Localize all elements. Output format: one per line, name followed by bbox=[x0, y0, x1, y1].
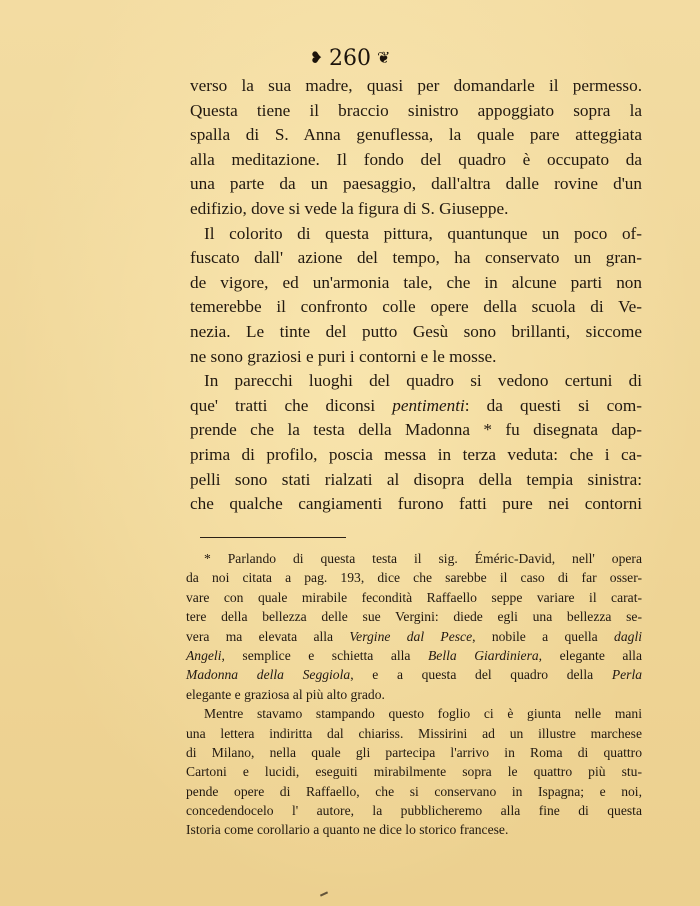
italic-title: Angeli bbox=[186, 647, 222, 663]
right-ornament-icon: ❦ bbox=[377, 48, 391, 67]
text-line: nezia. Le tinte del putto Gesù sono brillanti, siccome bbox=[190, 321, 642, 341]
footnote-separator bbox=[200, 537, 346, 538]
footnote-line bbox=[186, 665, 642, 684]
text-line: spalla di S. Anna genuflessa, la quale pare atteggiata bbox=[190, 125, 642, 145]
text-segment: vera ma elevata alla bbox=[186, 628, 334, 644]
text-line: temerebbe il confronto colle opere della scuola di Ve- bbox=[190, 297, 642, 317]
text-line: Il colorito di questa pittura, quantunque un poco of- bbox=[204, 223, 642, 243]
ink-mark bbox=[320, 891, 328, 896]
text-segment: que' tratti che diconsi bbox=[190, 395, 376, 415]
text-line: prende che la testa della Madonna * fu disegnata dap- bbox=[190, 420, 642, 440]
text-line: pelli sono stati rialzati al disopra della tempia sinistra: bbox=[190, 469, 642, 489]
italic-title: Perla bbox=[611, 667, 643, 683]
footnote-line bbox=[186, 627, 642, 646]
footnotes bbox=[186, 549, 642, 840]
footnote-line: Cartoni e lucidi, eseguiti mirabilmente sopra le quattro più stu- bbox=[186, 764, 642, 780]
page-header bbox=[0, 44, 700, 73]
text-segment: , nobile a quella bbox=[472, 628, 598, 644]
footnote-line: Mentre stavamo stampando questo foglio ci è giunta nelle mani bbox=[204, 706, 642, 722]
text-line: edifizio, dove si vede la figura di S. Giuseppe. bbox=[190, 198, 509, 218]
text-line: In parecchi luoghi del quadro si vedono certuni di bbox=[204, 371, 642, 391]
footnote-line: di Milano, nella quale gli partecipa l'arrivo in Roma di quattro bbox=[186, 744, 642, 760]
footnote-line bbox=[186, 646, 642, 665]
text-segment: , e a questa del quadro della bbox=[350, 667, 594, 683]
text-line: una parte da un paesaggio, dall'altra dalle rovine d'un bbox=[190, 174, 642, 194]
footnote-line: Istoria come corollario a quanto ne dice lo storico francese. bbox=[186, 822, 509, 838]
italic-title: Vergine dal Pesce bbox=[349, 628, 473, 644]
main-text bbox=[190, 74, 642, 517]
page-number: 260 bbox=[329, 46, 371, 71]
text-line: ne sono graziosi e puri i contorni e le mosse. bbox=[190, 346, 497, 366]
footnote-line: pende opere di Raffaello, che si conservano in Ispagna; e noi, bbox=[186, 783, 642, 799]
text-line: prima di profilo, poscia messa in terza veduta: che i ca- bbox=[190, 444, 642, 464]
text-segment: , elegante alla bbox=[538, 647, 642, 663]
text-segment: , semplice e schietta alla bbox=[221, 647, 411, 663]
italic-title: Madonna della Seggiola bbox=[186, 667, 351, 683]
italic-title: dagli bbox=[614, 628, 642, 644]
text-segment: : da questi si com- bbox=[464, 395, 642, 415]
text-line: Questa tiene il braccio sinistro appoggiato sopra la bbox=[190, 100, 642, 120]
footnote-line: vare con quale mirabile fecondità Raffaello seppe variare il carat- bbox=[186, 589, 642, 605]
text-line: che qualche cangiamenti furono fatti pure nei contorni bbox=[190, 494, 642, 514]
italic-term: pentimenti bbox=[392, 395, 465, 415]
text-line: de vigore, ed un'armonia tale, che in alcune parti non bbox=[190, 272, 642, 292]
left-ornament-icon: ❥ bbox=[309, 48, 323, 67]
text-line: fuscato dall' azione del tempo, ha conservato un gran- bbox=[190, 248, 642, 268]
footnote-line: da noi citata a pag. 193, dice che sarebbe il caso di far osser- bbox=[186, 570, 642, 586]
footnote-line: una lettera indiritta dal chiariss. Missirini ad un illustre marchese bbox=[186, 725, 642, 741]
text-line bbox=[190, 394, 642, 419]
text-line: verso la sua madre, quasi per domandarle il permesso. bbox=[190, 76, 642, 95]
footnote-line: concedendocelo l' autore, la pubblicheremo alla fine di questa bbox=[186, 803, 642, 819]
footnote-line: * Parlando di questa testa il sig. Éméric-David, nell' opera bbox=[204, 551, 642, 566]
footnote-line: elegante e graziosa al più alto grado. bbox=[186, 686, 385, 702]
footnote-line: tere della bellezza delle sue Vergini: diede egli una bellezza se- bbox=[186, 609, 642, 625]
text-line: alla meditazione. Il fondo del quadro è occupato da bbox=[190, 149, 642, 169]
italic-title: Bella Giardiniera bbox=[428, 647, 539, 663]
